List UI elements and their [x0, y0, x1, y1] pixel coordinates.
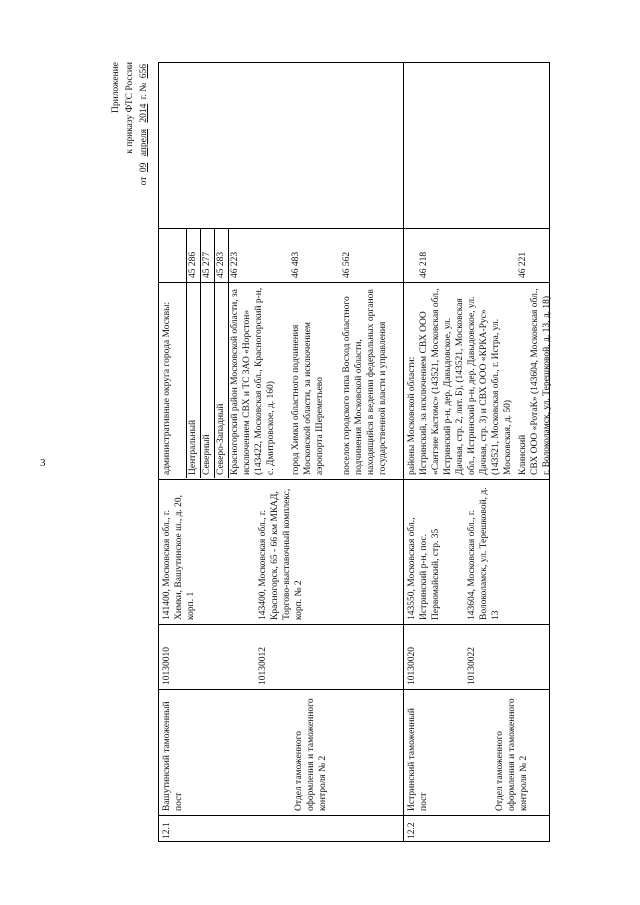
rotated-page [103, 62, 640, 842]
territory-text: районы Московской области: [407, 356, 417, 475]
territory-text: Клинский [518, 434, 528, 475]
territory-text: Северо-Западный [216, 403, 226, 475]
territory-text: СВХ ООО «РотаК» (143604, Московская обл., г. Волоколамск, ул. Терешковой, д. 13, д. 18) [530, 288, 552, 475]
oktmo-code: 45 283 [216, 251, 226, 278]
date-prefix: от [139, 176, 149, 186]
territory-text: город Химки областного подчинения Московской области, за исключением аэропорта Шереметьево [291, 322, 325, 475]
appendix-header [109, 62, 151, 222]
table-row [404, 63, 550, 841]
oktmo-cell [404, 231, 550, 281]
territory-cell [159, 284, 403, 478]
address-cell [404, 481, 550, 623]
code-cell [404, 626, 550, 688]
header-line: Приложение [111, 62, 121, 113]
post-code: 10130020 [407, 647, 417, 685]
post-cell [404, 691, 550, 814]
territory-text: Северный [202, 434, 212, 475]
oktmo-code: 46 483 [291, 251, 301, 278]
post-code: 10130010 [162, 647, 172, 685]
code-cell [159, 626, 403, 688]
number-sign: № [139, 82, 149, 92]
customs-table [158, 62, 550, 842]
table-row [159, 63, 404, 841]
territory-text: Истринский, за исключением СВХ ООО «Сантэне Кастомс» (143521, Московская обл., Истринский р-н, дер. Давыдовское, ул. Дачная, стр. 2, лит. Б), (143521, Московская обл., Истринский р-н, дер. Давыдовское, ул. Дачная, стр. 3) и СВХ ООО «КРКА-Рус» (143521, Московская обл., г. Истра, ул. Московская, д. 50) [419, 288, 513, 475]
oktmo-code: 46 562 [342, 251, 352, 278]
post-address: 143400, Московская обл., г. Красногорск, 65 - 66 км МКАД, Торгово-выставочный комплекс, корп. № 2 [258, 488, 304, 620]
territory-text: поселок городского типа Восход областного подчинения Московской области, находящийся в ведении федеральных органов государственной власти и управления [342, 289, 388, 475]
post-name: Вашутинский таможенный пост [162, 701, 184, 811]
date-day: 09 [139, 162, 149, 173]
post-name: Отдел таможенного оформления и таможенного контроля № 2 [495, 698, 529, 811]
year-suffix: г. [139, 94, 149, 100]
oktmo-code: 46 221 [518, 251, 528, 278]
oktmo-code: 45 277 [202, 251, 212, 278]
post-code: 10130012 [258, 647, 268, 685]
header-line: к приказу ФТС России [125, 62, 135, 154]
post-code: 10130022 [467, 647, 477, 685]
oktmo-code: 46 223 [230, 251, 240, 278]
oktmo-cell [159, 231, 403, 281]
territory-cell [404, 284, 550, 478]
territory-text: Красногорский район Московской области, за исключением СВХ и ТС ЗАО «Норстон» (143422, Московская обл., Красногорский р-н, с. Дмитровское, д. 160) [230, 287, 276, 475]
territory-text: Центральный [188, 419, 198, 475]
date-year: 2014 [139, 103, 149, 123]
post-address: 141400, Московская обл., г. Химки, Вашутинское ш., д. 20, корп. 1 [162, 494, 196, 620]
post-address: 143604, Московская обл., г. Волоколамск, ул. Терешковой, д. 13 [467, 487, 501, 620]
row-number: 12.2 [407, 822, 417, 839]
post-name: Отдел таможенного оформления и таможенного контроля № 2 [294, 698, 328, 811]
address-cell [159, 481, 403, 623]
oktmo-code: 45 286 [188, 251, 198, 278]
date-month: апреля [139, 129, 149, 157]
header-date-line [137, 62, 151, 222]
order-number: 656 [139, 64, 149, 79]
territory-text: административные округа города Москвы: [162, 301, 172, 475]
post-address: 143550, Московская обл., Истринский р-н, пос. Первомайский, стр. 35 [407, 517, 441, 620]
row-number: 12.1 [162, 822, 172, 839]
post-cell [159, 691, 403, 814]
post-name: Истринский таможенный пост [407, 708, 429, 811]
page-number: 3 [40, 457, 46, 469]
oktmo-code: 46 218 [419, 251, 429, 278]
